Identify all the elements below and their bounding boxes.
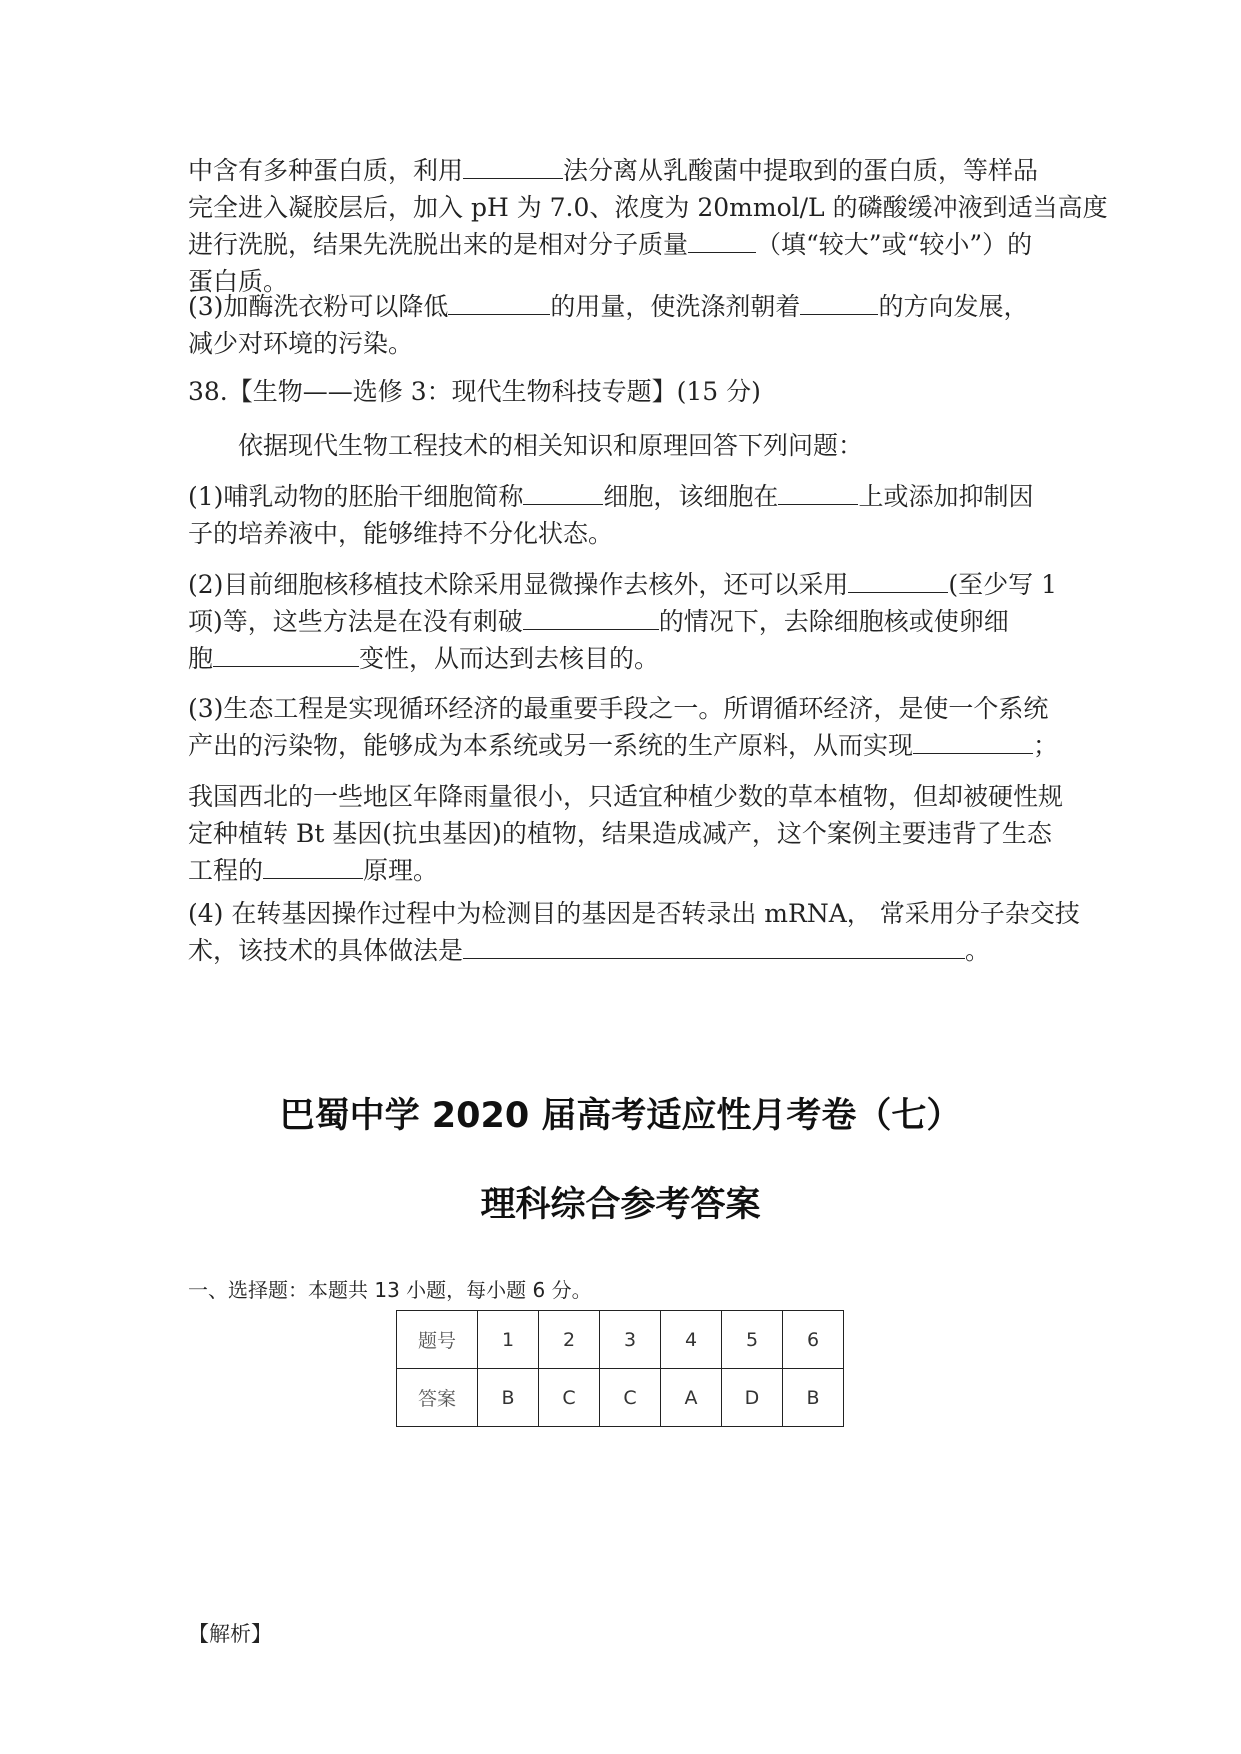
text-run: 的用量，使洗涤剂朝着 bbox=[550, 292, 801, 321]
q37-paragraph-2 bbox=[188, 152, 1108, 300]
answer-blank[interactable] bbox=[523, 482, 603, 505]
q37-part-3 bbox=[188, 288, 1060, 362]
text-run: (1)哺乳动物的胚胎干细胞简称 bbox=[188, 482, 524, 511]
table-cell: 2 bbox=[539, 1311, 600, 1369]
text-run: 。 bbox=[965, 936, 991, 965]
q38-part-3 bbox=[188, 690, 1060, 764]
text-line bbox=[188, 226, 1060, 263]
q38-header bbox=[188, 373, 1060, 410]
text-run: 进行洗脱，结果先洗脱出来的是相对分子质量 bbox=[188, 230, 689, 259]
text-run: 中含有多种蛋白质，利用 bbox=[188, 156, 464, 185]
q38-part-4 bbox=[188, 895, 1080, 969]
text-run: ； bbox=[1033, 731, 1059, 760]
text-line bbox=[188, 640, 1060, 677]
text-run: （填“较大”或“较小”）的 bbox=[756, 230, 1033, 259]
table-cell: C bbox=[539, 1369, 600, 1427]
text-line: 子的培养液中，能够维持不分化状态。 bbox=[188, 519, 614, 548]
table-cell: 3 bbox=[600, 1311, 661, 1369]
table-cell: B bbox=[783, 1369, 844, 1427]
text-run: 法分离从乳酸菌中提取到的蛋白质，等样品 bbox=[563, 156, 1039, 185]
row-label-answer: 答案 bbox=[397, 1369, 478, 1427]
text-line bbox=[188, 288, 1060, 325]
q38-intro bbox=[238, 427, 1110, 464]
text-line bbox=[188, 932, 1060, 969]
answer-blank[interactable] bbox=[913, 731, 1033, 754]
answer-blank[interactable] bbox=[463, 156, 563, 179]
text-run: 胞 bbox=[188, 644, 214, 673]
table-cell: A bbox=[661, 1369, 722, 1427]
text-run: (2)目前细胞核移植技术除采用显微操作去核外，还可以采用 bbox=[188, 570, 849, 599]
text-line: 蛋白质。 bbox=[188, 267, 289, 296]
answer-blank[interactable] bbox=[800, 292, 878, 315]
table-cell: C bbox=[600, 1369, 661, 1427]
text-run: 的方向发展， bbox=[878, 292, 1029, 321]
text-run: 的情况下，去除细胞核或使卵细 bbox=[658, 607, 1009, 636]
text-line bbox=[188, 566, 1060, 603]
text-line: (4) 在转基因操作过程中为检测目的基因是否转录出 mRNA， 常采用分子杂交技 bbox=[188, 899, 1080, 928]
text-run: 工程的 bbox=[188, 856, 264, 885]
text-line bbox=[188, 852, 1060, 889]
answer-key-title: 巴蜀中学 2020 届高考适应性月考卷（七） bbox=[279, 1096, 962, 1136]
row-label-question: 题号 bbox=[397, 1311, 478, 1369]
table-cell: 1 bbox=[478, 1311, 539, 1369]
text-run: (3)加酶洗衣粉可以降低 bbox=[188, 292, 449, 321]
text-run: 变性，从而达到去核目的。 bbox=[359, 644, 660, 673]
text-line bbox=[188, 727, 1060, 764]
text-run: 项)等，这些方法是在没有刺破 bbox=[188, 607, 523, 636]
table-cell: 5 bbox=[722, 1311, 783, 1369]
table-row-question-numbers bbox=[397, 1311, 844, 1369]
table-row-answers bbox=[397, 1369, 844, 1427]
analysis-heading: 【解析】 bbox=[188, 1622, 272, 1646]
text-line: (3)生态工程是实现循环经济的最重要手段之一。所谓循环经济，是使一个系统 bbox=[188, 694, 1049, 723]
text-run: 术，该技术的具体做法是 bbox=[188, 936, 464, 965]
answer-blank[interactable] bbox=[523, 607, 659, 630]
text-line bbox=[188, 478, 1060, 515]
q38-part-2 bbox=[188, 566, 1060, 677]
question-header: 38.【生物——选修 3：现代生物科技专题】(15 分) bbox=[188, 377, 761, 406]
text-line bbox=[188, 152, 1060, 189]
table-cell: 4 bbox=[661, 1311, 722, 1369]
answer-blank[interactable] bbox=[448, 292, 550, 315]
table-cell: 6 bbox=[783, 1311, 844, 1369]
section-heading: 一、选择题：本题共 13 小题，每小题 6 分。 bbox=[188, 1278, 592, 1302]
text-line: 完全进入凝胶层后，加入 pH 为 7.0、浓度为 20mmol/L 的磷酸缓冲液到适当高度 bbox=[188, 193, 1108, 222]
answer-table bbox=[396, 1310, 844, 1427]
q38-part-3-case bbox=[188, 778, 1064, 889]
text-line: 依据现代生物工程技术的相关知识和原理回答下列问题： bbox=[238, 431, 864, 460]
answer-blank[interactable] bbox=[213, 644, 359, 667]
q38-part-1 bbox=[188, 478, 1060, 552]
text-run: 原理。 bbox=[363, 856, 439, 885]
table-cell: D bbox=[722, 1369, 783, 1427]
answer-blank[interactable] bbox=[463, 936, 965, 959]
text-line: 定种植转 Bt 基因(抗虫基因)的植物，结果造成减产，这个案例主要违背了生态 bbox=[188, 819, 1052, 848]
answer-blank[interactable] bbox=[778, 482, 858, 505]
table-cell: B bbox=[478, 1369, 539, 1427]
text-run: 细胞，该细胞在 bbox=[603, 482, 779, 511]
text-run: 产出的污染物，能够成为本系统或另一系统的生产原料，从而实现 bbox=[188, 731, 914, 760]
text-line: 我国西北的一些地区年降雨量很小，只适宜种植少数的草本植物，但却被硬性规 bbox=[188, 782, 1064, 811]
text-run: (至少写 1 bbox=[948, 570, 1058, 599]
text-line: 减少对环境的污染。 bbox=[188, 329, 414, 358]
text-run: 上或添加抑制因 bbox=[858, 482, 1034, 511]
answer-blank[interactable] bbox=[263, 856, 363, 879]
text-line bbox=[188, 603, 1060, 640]
answer-blank[interactable] bbox=[848, 570, 948, 593]
answer-key-subtitle: 理科综合参考答案 bbox=[480, 1185, 761, 1225]
answer-blank[interactable] bbox=[688, 230, 756, 253]
